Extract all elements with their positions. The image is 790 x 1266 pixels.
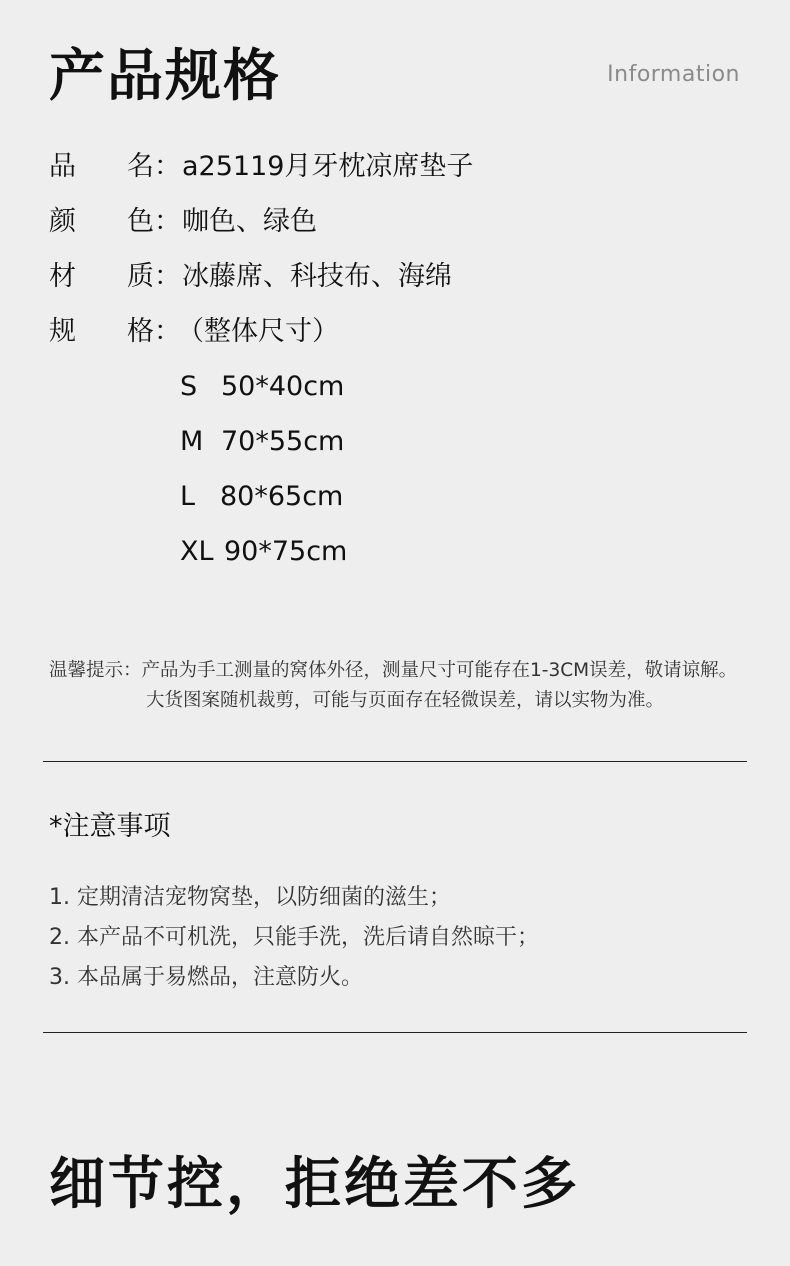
notes-title: *注意事项: [49, 811, 171, 842]
detail-heading: 细节控，拒绝差不多: [49, 1152, 580, 1217]
spec-key-char: 色：: [127, 206, 181, 237]
spec-value: a25119月牙枕凉席垫子: [182, 151, 474, 182]
note-item: 2. 本产品不可机洗，只能手洗，洗后请自然晾干；: [49, 925, 539, 950]
spec-key-char: 品: [49, 151, 76, 182]
spec-value: 咖色、绿色: [182, 206, 317, 237]
size-label: XL: [180, 536, 214, 567]
size-dimension: 50*40cm: [221, 371, 345, 402]
page-title: 产品规格: [49, 44, 281, 109]
note-item: 1. 定期清洁宠物窝垫，以防细菌的滋生；: [49, 885, 451, 910]
spec-key-char: 材: [49, 261, 76, 292]
size-label: S: [180, 371, 198, 402]
size-dimension: 90*75cm: [224, 536, 348, 567]
spec-value: 冰藤席、科技布、海绵: [182, 261, 452, 292]
size-label: M: [180, 426, 204, 457]
spec-value: （整体尺寸）: [177, 316, 339, 347]
spec-key-char: 格：: [127, 316, 181, 347]
size-label: L: [180, 481, 196, 512]
size-dimension: 80*65cm: [220, 481, 344, 512]
measurement-tip: 温馨提示：产品为手工测量的窝体外径，测量尺寸可能存在1-3CM误差，敬请谅解。: [49, 660, 738, 681]
spec-key-char: 质：: [127, 261, 181, 292]
spec-key-char: 名：: [127, 151, 181, 182]
information-label: Information: [607, 62, 740, 87]
spec-key-char: 颜: [49, 206, 76, 237]
pattern-tip: 大货图案随机裁剪，可能与页面存在轻微误差，请以实物为准。: [146, 690, 665, 711]
spec-key-char: 规: [49, 316, 76, 347]
note-item: 3. 本品属于易燃品，注意防火。: [49, 965, 363, 990]
size-dimension: 70*55cm: [221, 426, 345, 457]
divider: [43, 761, 747, 762]
divider: [43, 1032, 747, 1033]
